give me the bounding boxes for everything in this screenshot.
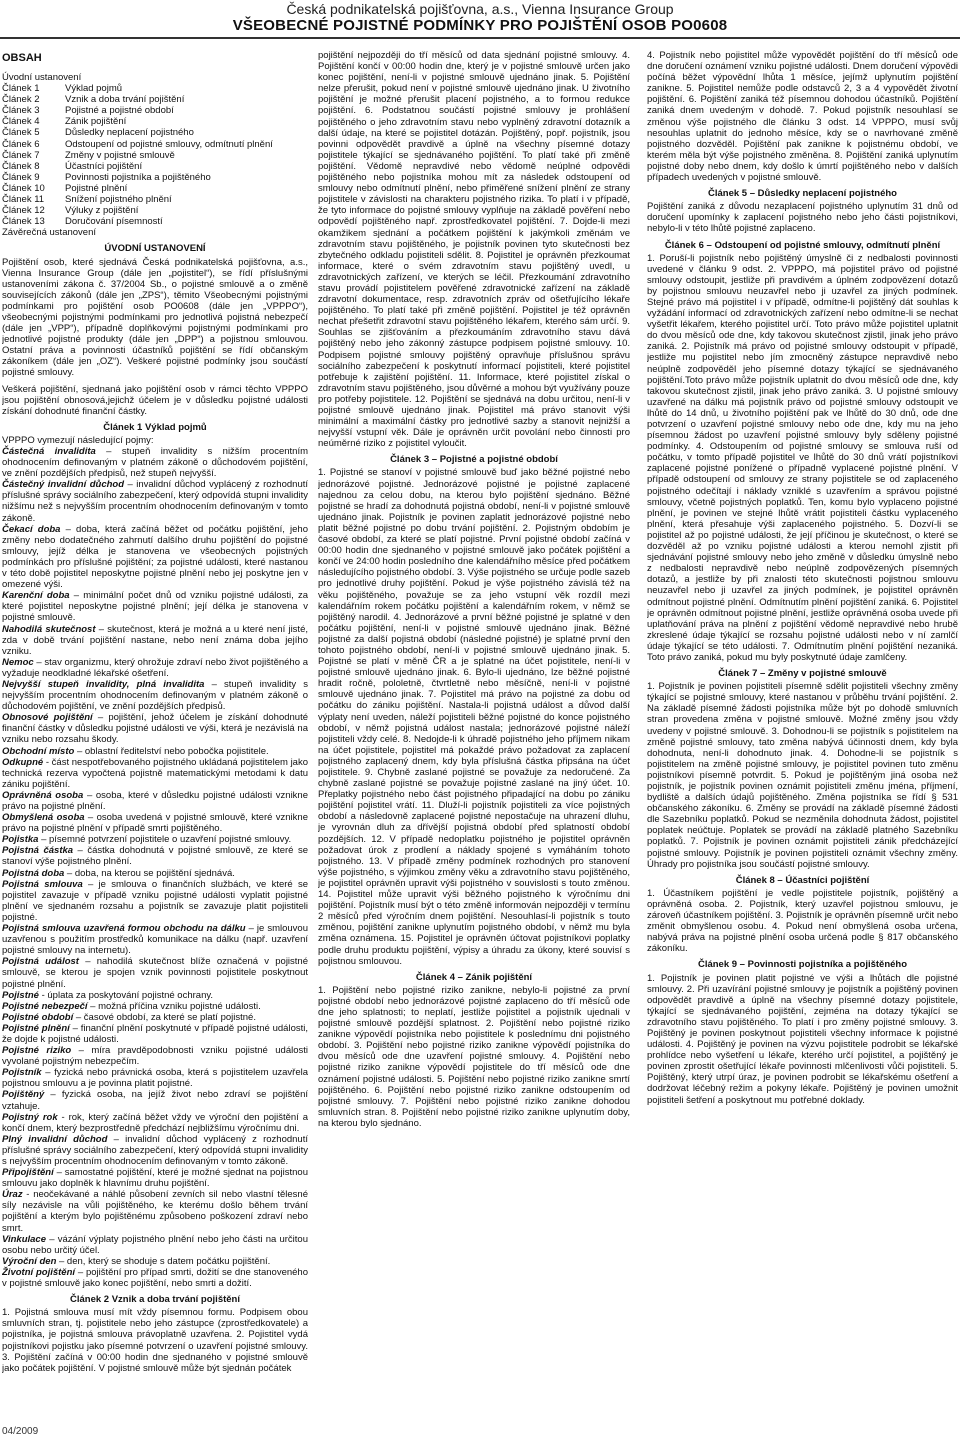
definition-item (2, 1167, 308, 1189)
toc-item (2, 116, 308, 127)
definition-item (2, 1089, 308, 1111)
toc-item (2, 83, 308, 94)
definition-term: Pojistná částka (2, 845, 74, 857)
toc-item (2, 105, 308, 116)
definition-item (2, 879, 308, 923)
definition-text: – stav organizmu, který ohrožuje zdraví nebo život pojištěného a vyžaduje neodkladné lékařské ošetření. (2, 656, 308, 679)
definition-term: Pojistné nebezpečí (2, 1000, 88, 1012)
toc-item (2, 139, 308, 150)
article-1-lead: VPPPO vymezují následující pojmy: (2, 434, 154, 446)
definition-item (2, 790, 308, 812)
toc-item-label: Změny v pojistné smlouvě (65, 149, 175, 161)
definition-term: Částečný invalidní důchod (2, 479, 125, 491)
definition-item (2, 923, 308, 956)
definition-item (2, 1023, 308, 1045)
article-4-text: 1. Pojištění nebo pojistné riziko zanikne, nebylo-li pojistné za první pojistné období nebo jednorázové pojistné zaplaceno do tří měsíců ode dne jeho splatnosti; to neplatí, jestliže pojistitel a pojistník ujednali v pojistné smlouvě pozdější splatnost. 2. Pojištění nebo pojistné riziko zanikne výpovědí pojistníka nebo pojistitele k poslednímu dni pojistného období. 3. Pojištění nebo pojistné riziko zanikne výpovědí pojistníka do dvou měsíců ode dne uzavření pojistné smlouvy. 4. Pojištění nebo pojistné riziko zanikne výpovědí pojistitele do tří měsíců ode dne oznámení pojistné události. 5. Pojištění nebo pojistné riziko zanikne smrtí pojištěného. 6. Pojištění nebo pojistné riziko zanikne odstoupením od pojistné smlouvy. 7. Pojištění nebo pojistné riziko zanikne dohodou smluvních stran. 8. Pojištění nebo pojistné riziko zanikne uplynutím doby, na kterou bylo sjednáno. (318, 984, 630, 1129)
company-name: Česká podnikatelská pojišťovna, a.s., Vienna Insurance Group (286, 1, 674, 17)
toc-item-number: Článek 6 (2, 138, 40, 150)
toc-item (2, 183, 308, 194)
header-rule (0, 37, 960, 39)
article-5-heading: Článek 5 – Důsledky neplacení pojistného (707, 188, 897, 200)
definition-term: Částečná invalidita (2, 446, 96, 457)
definition-text: – doba, která začíná běžet od počátku pojištění, jeho změny nebo dodatečného zahrnutí dalšího druhu pojištění do pojistné smlouvy, jejíž délka je stanovena ve všeobecných pojistných podmínkách pro příslušné pojištění; za pojistné události, které nastanou v této době pojistitel neposkytne pojistné plnění nebo jej poskytne jen v omezené výši. (2, 523, 308, 591)
toc-item-number: Článek 7 (2, 149, 40, 161)
definition-term: Připojištění (2, 1167, 54, 1179)
definition-term: Obnosové pojištění (2, 712, 93, 724)
definition-item (2, 679, 308, 712)
toc-item-number: Článek 2 (2, 94, 40, 106)
toc-item-number: Článek 12 (2, 205, 45, 217)
toc-item-label: Účastníci pojištění (65, 160, 143, 172)
definition-term: Obchodní místo (2, 745, 75, 757)
toc-item-number: Článek 4 (2, 116, 40, 128)
definition-text: – minimální počet dnů od vzniku pojistné události, za které pojistitel neposkytne pojistné plnění; její délka je stanovena v pojistné smlouvě. (2, 590, 308, 624)
article-1-heading: Článek 1 Výklad pojmů (103, 421, 207, 433)
definition-item (2, 990, 308, 1001)
toc-item (2, 150, 308, 161)
definition-term: Obmyšlená osoba (2, 812, 85, 824)
definition-term: Oprávněná osoba (2, 789, 84, 801)
toc-item-number: Článek 1 (2, 83, 40, 95)
definition-text: – stupeň invalidity s nižším procentním ohodnocením definovaným v platném zákoně o důchodovém pojištění, ve znění pozdějších předpisů, než stupeň nejvyšší. (2, 446, 308, 480)
column-3 (647, 50, 958, 1430)
definition-item (2, 834, 308, 845)
definition-text: – je smlouvou uzavřenou s použitím prostředků komunikace na dálku (např. uzavření pojistné smlouvy na internetu). (2, 923, 308, 957)
toc-item-number: Článek 11 (2, 194, 45, 206)
definition-term: Odkupné (2, 756, 44, 768)
article-3-heading: Článek 3 – Pojistné a pojistné období (390, 454, 558, 466)
document-title: VŠEOBECNÉ POJISTNÉ PODMÍNKY PRO POJIŠTĚNÍ OSOB PO0608 (232, 17, 728, 34)
definition-term: Nahodilá skutečnost (2, 623, 96, 635)
definition-item (2, 1234, 308, 1256)
toc-title: OBSAH (2, 52, 42, 64)
toc-item-label: Odstoupení od pojistné smlouvy, odmítnutí plnění (65, 138, 273, 150)
toc-item-label: Snížení pojistného plnění (65, 194, 172, 206)
definition-text: – doba, na kterou se pojištění sjednává. (64, 867, 235, 879)
toc-item-label: Výklad pojmů (65, 83, 123, 95)
article-2-heading: Článek 2 Vznik a doba trvání pojištění (70, 1294, 240, 1306)
definition-text: – částka dohodnutá v pojistné smlouvě, ze které se stanoví výše pojistného plnění. (2, 845, 308, 868)
toc-item-label: Zánik pojištění (65, 116, 127, 128)
article-5-text: Pojištění zaniká z důvodu nezaplacení pojistného uplynutím 31 dnů od doručení upomínky k zaplacení pojistného nebo jeho části pojistníkovi, nebylo-li v této lhůtě pojistné zaplaceno. (647, 201, 958, 235)
definition-item (2, 657, 308, 679)
definition-text: – je smlouva o finančních službách, ve které se pojistitel zavazuje v případě vzniku pojistné události vyplatit pojistné plnění ve sjednaném rozsahu a pojistník se zavazuje platit pojistiteli pojistné. (2, 878, 308, 923)
definition-item (2, 1134, 308, 1167)
definition-term: Pojistný rok (2, 1111, 58, 1123)
definition-term: Karenční doba (2, 590, 70, 602)
definition-term: Plný invalidní důchod (2, 1133, 108, 1145)
article-6-heading: Článek 6 – Odstoupení od pojistné smlouvy, odmítnutí plnění (664, 239, 941, 251)
toc-intro: Úvodní ustanovení (2, 72, 82, 83)
article-3-text: 1. Pojistné se stanoví v pojistné smlouvě buď jako běžné pojistné nebo jednorázové pojistné. Jednorázové pojistné je pojistné zaplacené najednou za celou dobu, na kterou bylo pojištění sjednáno. Běžné pojistné se hradí za dohodnutá pojistná období, není-li v pojistné smlouvě ujednáno jinak. Pojistník je povinen zaplatit jednorázové pojistné nebo platit běžné pojistné po dobu trvání pojištění. 2. Pojistným obdobím je časové období, za které se platí pojistné. První pojistné období začíná v 00:00 hodin dne sjednaného v pojistné smlouvě jako počátek pojištění a končí ve 24:00 hodin posledního dne kalendářního měsíce před počátkem následujícího pojistného období. 3. Výše pojistného se určuje podle sazeb pro jednotlivé druhy pojištění. Pokud je výše pojistného závislá též na věku pojištěného, považuje se za jeho vstupní věk rozdíl mezi kalendářním rokem počátku pojištění a kalendářním rokem, v němž se pojištěný narodil. 4. Jednorázové a první běžné pojistné je splatné v den počátku pojištění, není-li v pojistné smlouvě ujednáno jinak. Běžné pojistné za další pojistná období (následné pojistné) je splatné první den tohoto pojistného období, není-li v pojistné smlouvě ujednáno jinak. 5. Pojistné se platí v měně ČR a je splatné na účet pojistitele, není-li v pojistné smlouvě ujednáno jinak. 6. Bylo-li ujednáno, lze běžné pojistné hradit ročně, pololetně, čtvrtletně nebo měsíčně, není-li v pojistné smlouvě ujednáno jinak. 7. Pojistitel má právo na pojistné za dobu od počátku do zániku pojištění. Nastala-li pojistná událost a důvod další výplaty není uveden, náleží pojistiteli běžné pojistné do konce pojistného období, v němž pojistná událost nastala; jednorázové pojistné náleží pojistiteli vždy celé. 8. Nedojde-li k úhradě pojistného jeho příjmem nikam na účet pojistitele, pojistitel má pokaždé právo požadovat za zaplacení pojistného zaplacený dnem, kdy byla příslušná částka připsána na účet pojistitele. 9. Chybně zaslané pojistné se považuje za nedoručené. Za chybně zaslané pojistné se považuje pojistné zaslané na jiný účet. 10. Přeplatky pojistného nebo část pojistného připadající na dobu po zániku pojištění pojistitel vrátí. 11. Dluží-li pojistník pojistiteli za více pojistných období a následovně zaplacené pojistné nepostačuje na uhrazení dluhu, je vyrovnán dluh za dřívější pojistná období před splatností období pozdějších. 12. V případě nedoplatku pojistného je pojistitel oprávněn požadovat úrok z prodlení a náklady spojené s vymáháním tohoto pojistného. 13. V případě změny podmínek rozhodných pro stanovení výše pojistného, s výjimkou změny věku a zdravotního stavu pojištěného, je pojistitel oprávněn upravit výši pojistného v souvislosti s touto změnou. 14. Pojistitel může upravit výši běžného pojistného k výročnímu dni pojištění. Pojistník musí být o této změně informován nejpozději v termínu 2 měsíců před výročním dnem pojištění. Nesouhlasí-li pojistník s touto změnou, pojištění zanikne uplynutím pojistného období, v němž mu byla změna oznámena. 15. Pojistitel je oprávněn účtovat pojistníkovi poplatky podle druhu produktu pojištění, výpisy a úhradu za úkony, které souvisí s pojistnou smlouvou. (318, 467, 630, 967)
article-2-text: 1. Pojistná smlouva musí mít vždy písemnou formu. Podpisem obou smluvních stran, tj. pojistitele nebo jeho zástupce (zprostředkovatele) a pojistníka, je pojistná smlouva právoplatně uzavřena. 2. Pojistitel vydá pojistníkovi pojistku jako písemné potvrzení o uzavření pojistné smlouvy. 3. Pojištění začíná v 00:00 hodin dne sjednaného v pojistné smlouvě jako počátek pojištění. V pojistné smlouvě může být sjednán počátek (2, 1307, 308, 1374)
definition-text: – nahodilá skutečnost blíže označená v pojistné smlouvě, se kterou je spojen vznik povinnosti pojistitele poskytnout pojistné plnění. (2, 956, 308, 990)
article-8-heading: Článek 8 – Účastníci pojištění (735, 874, 870, 886)
toc-item (2, 172, 308, 183)
definition-text: – fyzická osoba, na jejíž život nebo zdraví se pojištění vztahuje. (2, 1089, 308, 1112)
toc-item-number: Článek 13 (2, 216, 45, 228)
definition-item (2, 624, 308, 657)
toc-item-number: Článek 9 (2, 171, 40, 183)
intro-paragraph-2: Veškerá pojištění, sjednaná jako pojištění osob v rámci těchto VPPPO jsou pojištění obnosová,jejichž účelem je v důsledku pojistné události získání dohodnuté finanční částky. (2, 383, 308, 417)
toc-item-number: Článek 8 (2, 160, 40, 172)
article-7-text: 1. Pojistník je povinen pojistiteli písemně sdělit pojistiteli všechny změny týkající se pojistné smlouvy, které nastanou v průběhu trvání pojištění. 2. Na základě písemné žádosti pojistníka může být po dohodě smluvních stran provedena změna v pojistné smlouvě. Možné změny jsou vždy uvedeny v pojistné smlouvě. 3. Dohodnou-li se pojistník s pojistitelem na změně pojistné smlouvy, tato změna nabývá účinnosti dnem, kdy byla dohodnuta, není-li dohodnuto jinak. 4. Dohodne-li se pojistník s pojistitelem na změně pojistné smlouvy, je pojistitel povinen tuto změnu pojistníkovi písemně potvrdit. 5. Pokud je pojištěným jiná osoba než pojistník, je pojistník povinen oznámit pojistiteli změnu jména, příjmení, bydliště a dalších údajů pojištěného. Změna pojistníka se řídí § 531 občanského zákoníku. 6. Změny se provádí na základě písemné žádosti dle Sazebníku poplatků. Pokud se nezměnila dohodnuta žádost, pojistitel poplatek neúčtuje. Poplatek se provádí na základě platného Sazebníku poplatků. 7. Pojistník je povinen oznámit pojistiteli zánik předcházející pojistné smlouvy. Pojistník je povinen pojistiteli oznámit všechny změny. Úhrady pro pojistníka jsou součástí pojistné smlouvy. (647, 681, 958, 870)
definition-text: – pojištění, jehož účelem je získání dohodnuté finanční částky v důsledku pojistné události ve výši, která je nezávislá na vzniku nebo rozsahu škody. (2, 712, 308, 746)
definition-term: Čekací doba (2, 523, 61, 535)
definition-term: Pojistné riziko (2, 1045, 72, 1057)
article-4-continued: 4. Pojistník nebo pojistitel může vypovědět pojištění do tří měsíců ode dne doručení oznámení vzniku pojistné události. Dnem doručení výpovědi počíná běžet výpovědní lhůta 1 měsíce, jejímž uplynutím pojištění zanikne. 5. Pojistitel nemůže podle odstavců 2, 3 a 4 vypovědět životní pojištění. 6. Pojištění zaniká též písemnou dohodou účastníků. Pojištění zaniká dnem uvedeným v dohodě. 7. Pokud pojistník nesouhlasí se změnou výše pojistného dle článku 3 odst. 14 VPPPO, musí svůj nesouhlas uplatnit do jednoho měsíce, kdy se o navrhované změně pojistného dozvěděl. Pojištění pak zanikne k pojistnému období, ve kterém měla být výše pojistného změněna. 8. Pojištění zaniká uplynutím pojistné doby nebo dnem, kdy došlo k úmrtí pojištěného nebo v dalších případech uvedených v pojistné smlouvě. (647, 50, 958, 184)
definition-text: – oblastní ředitelství nebo pobočka pojistitele. (74, 745, 269, 757)
definition-item (2, 1012, 308, 1023)
definition-text: – časové období, za které se platí pojistné. (73, 1011, 256, 1023)
definition-text: – stupeň invalidity s nejvyšším procentním ohodnocením definovaným v platném zákoně o důchodovém pojištění, ve znění pozdějších předpisů. (2, 678, 308, 713)
toc-item-label: Vznik a doba trvání pojištění (65, 94, 185, 106)
definition-text: – osoba, které v důsledku pojistné události vznikne právo na pojistné plnění. (2, 789, 308, 812)
definition-item (2, 1045, 308, 1067)
definition-term: Nemoc (2, 656, 34, 668)
definition-text: - neočekávané a náhlé působení zevních sil nebo vlastní tělesné síly nezávisle na vůli pojištěného, ke kterému došlo během trvání pojištění a kterým bylo pojištěnému způsobeno poškození zdraví nebo smrt. (2, 1189, 308, 1234)
article-9-heading: Článek 9 – Povinnosti pojistníka a pojištěného (697, 959, 908, 971)
definition-item (2, 1001, 308, 1012)
article-4-heading: Článek 4 – Zánik pojištění (415, 971, 533, 983)
article-7-heading: Článek 7 – Změny v pojistné smlouvě (718, 668, 887, 680)
definition-item (2, 845, 308, 867)
toc-item-number: Článek 3 (2, 105, 40, 117)
definition-item (2, 1267, 308, 1289)
definition-item (2, 524, 308, 591)
definition-item (2, 479, 308, 523)
toc-item (2, 194, 308, 205)
definition-text: – invalidní důchod vyplácený z rozhodnutí příslušné správy sociálního zabezpečení, který odpovídá stupni invalidity s nejvyšším procentním ohodnocením definovaným v tomto zákoně. (2, 1133, 308, 1167)
toc-item (2, 94, 308, 105)
toc-item (2, 161, 308, 172)
definition-item (2, 868, 308, 879)
toc-item-label: Pojistné a pojistné období (65, 105, 174, 117)
toc-closing: Závěrečná ustanovení (2, 227, 97, 239)
definition-text: – finanční plnění poskytnuté v případě pojistné události, že dojde k pojistné události. (2, 1022, 308, 1045)
definition-text: – fyzická nebo právnická osoba, která s pojistitelem uzavřela pojistnou smlouvu a je povinna platit pojistné. (2, 1067, 308, 1090)
definition-term: Úraz (2, 1189, 23, 1201)
definition-item (2, 746, 308, 757)
definition-text: – invalidní důchod vyplácený z rozhodnutí příslušné správy sociálního zabezpečení, který odpovídá stupni invalidity nižšímu než s nejvyšším procentním ohodnocením definovaným v tomto zákoně. (2, 479, 308, 524)
footer-date: 04/2009 (2, 1426, 39, 1437)
definition-item (2, 757, 308, 790)
definition-text: – možná příčina vzniku pojistné události. (87, 1000, 261, 1012)
definition-term: Pojistná událost (2, 956, 79, 968)
column-2 (318, 50, 630, 1430)
definition-term: Pojistná smlouva (2, 878, 83, 890)
definition-term: Pojistná smlouva uzavřená formou obchodu na dálku (2, 923, 246, 935)
definition-text: – míra pravděpodobnosti vzniku pojistné události vyvolané pojistným nebezpečím. (2, 1045, 308, 1068)
definition-term: Pojištěný (2, 1089, 45, 1101)
toc-item-label: Doručování písemností (65, 216, 163, 228)
definition-text: – vázání výplaty pojistného plnění nebo jeho části na určitou osobu nebo určitý účel. (2, 1233, 308, 1256)
toc-item-label: Pojistné plnění (65, 182, 128, 194)
definition-item (2, 956, 308, 989)
definition-text: – samostatné pojištění, které je možné sjednat na pojistnou smlouvu jako doplněk k hlavnímu druhu pojištění. (2, 1167, 308, 1190)
definition-term: Pojistka (2, 834, 39, 846)
toc-item-number: Článek 5 (2, 127, 40, 139)
definition-item (2, 1256, 308, 1267)
definition-text: – skutečnost, která je možná a u které není jisté, zda v době trvání pojištění nastane, nebo není známa doba jejího vzniku. (2, 623, 308, 657)
article-9-text: 1. Pojistník je povinen platit pojistné ve výši a lhůtách dle pojistné smlouvy. 2. Při uzavírání pojistné smlouvy je pojistník a pojištěný povinen odpovědět pravdivě a úplně na všechny písemné dotazy pojistitele, týkající se sjednávaného pojištění, zejména na dotazy týkající se zdravotního stavu pojištěného. To platí i pro změny pojistné smlouvy. 3. Pojištěný je povinen poskytnout pojistiteli všechny informace k pojistné události. 4. Pojištěný je povinen na výzvu pojistitele podrobit se lékařské prohlídce nebo vyšetření u lékaře, kterého určí pojistitel, a pojištěný je povinen zprostit ošetřující lékaře povinnosti mlčenlivosti vůči pojistiteli. 5. Pojištěný, který utrpí úraz, je povinen podrobit se lékařskému ošetření a dodržovat léčebný režim a pokyny lékaře. Pojištěný je povinen umožnit pojistiteli šetření a poskytnout mu potřebné doklady. (647, 972, 958, 1106)
article-2-continued: pojištění nejpozději do tří měsíců od data sjednání pojistné smlouvy. 4. Pojištění končí v 00:00 hodin dne, který je v pojistné smlouvě určen jako konec pojištění, není-li v pojistné smlouvě ujednáno jinak. 5. Pojištění nelze přerušit, pokud není v pojistné smlouvě ujednáno jinak. U životního pojištění je možné přerušit placení pojistného, a to formou redukce pojištění. 6. Podstatnou součástí pojistné smlouvy je prohlášení pojištěného o jeho zdravotním stavu nebo vyplněný zdravotní dotazník a další údaje, na které se pojistitel dotázán. Pojištěný, popř. pojistník, jsou povinni odpovědět pravdivě a úplně na všechny písemné dotazy pojistitele týkající se sjednávaného pojištění. To platí také při změně pojištění. Vědomě nepravdivé nebo vědomě neúplné odpovědi pojištěného nebo pojistníka mohou mít za následek odstoupení od smlouvy nebo odmítnutí plnění, nebo přiměřené snížení plnění ze strany pojistitele v závislosti na charakteru pojistného rizika. To platí i v případě, že tyto informace do pojistné smlouvy vyplňuje na základě pověření nebo odpovědí pojištěného např. zprostředkovatel pojištění. 7. Dojde-li mezi okamžikem sjednání a počátkem pojištění k jakýmkoli změnám ve zdravotním stavu pojištěného, je pojistník povinen tyto skutečnosti bez zbytečného odkladu pojistiteli sdělit. 8. Pojistitel je oprávněn přezkoumat informace, které o svém zdravotním stavu pojištěný uvedl, u zdravotnických zařízení, ve kterých se léčil. Přezkoumání zdravotního stavu provádí pojistitelem pověřené zdravotnické zařízení na základě zdravotní dokumentace, resp. zdravotních zpráv od ošetřujícího lékaře pojištěného. To platí také při změně pojištění. Pojistitel je též oprávněn nechat přešetřit zdravotní stavu pojištěného lékařem, kterého sám určí. 9. Souhlas se zjišťováním a přezkoumáním zdravotního stavu dává pojištěný nebo jeho zákonný zástupce podpisem pojistné smlouvy. 10. Podpisem pojistné smlouvy pojištěný opravňuje příslušnou správu sociálního zabezpečení k poskytnutí informací pojistiteli, které pojistitel potřebuje k zajištění pojištění. 11. Informace, které pojistitel získal o zdravotním stavu pojištěného, jsou důvěrné a mohou být využívány pouze pro potřeby pojistitele. 12. Pojištění se sjednává na dobu určitou, není-li v pojistné smlouvě ujednáno jinak. Pojistitel má právo stanovit výši minimální a maximální částky pro jednotlivé sazby a stanovit nejnižší a nejvyšší vstupní věk. Dále je oprávněn určit povolání nebo činnosti pro neúměrné riziko z pojistitel vyloučit. (318, 50, 630, 450)
toc-item (2, 205, 308, 216)
definition-text: - rok, který začíná běžet vždy ve výroční den pojištění a končí dnem, který bezprostředně předchází nejbližšímu výročnímu dni. (2, 1111, 308, 1134)
toc-item-label: Povinnosti pojistníka a pojištěného (65, 171, 211, 183)
definition-text: – pojištění pro případ smrti, dožití se dne stanoveného v pojistné smlouvě jako konec pojištění, nebo smrti a dožití. (2, 1266, 308, 1290)
definition-item (2, 812, 308, 834)
definition-text: - úplata za poskytování pojistné ochrany. (38, 989, 214, 1001)
toc-item-number: Článek 10 (2, 182, 45, 194)
definition-term: Vinkulace (2, 1233, 47, 1245)
definition-item (2, 712, 308, 745)
definition-term: Pojistné (2, 989, 39, 1001)
definition-text: – den, který se shoduje s datem počátku pojištění. (56, 1255, 271, 1267)
definition-text: – osoba uvedená v pojistné smlouvě, které vznikne právo na pojistné plnění v případě smrti pojištěného. (2, 812, 308, 835)
definition-item (2, 1189, 308, 1233)
table-of-contents (2, 83, 308, 227)
definition-term: Životní pojištění (2, 1266, 76, 1278)
document-header (0, 0, 960, 35)
article-6-text: 1. Poruší-li pojistník nebo pojištěný úmyslně či z nedbalosti povinnosti uvedené v článku 9 odst. 2. VPPPO, má pojistitel právo od pojistné smlouvy odstoupit, jestliže při pravdivém a úplném zodpovězení dotazů by pojistnou smlouvu neuzavřel nebo ji uzavřel za jiných podmínek. Stejné právo má pojistitel i v případě, odmítne-li pojištěný dát souhlas k vyžádání informací od zdravotnických zařízení nebo odmítne-li se nechat vyšetřit lékařem, kterého pojistitel určí. Toto právo může pojistitel uplatnit do dvou měsíců ode dne, kdy takovou skutečnost zjistil, jinak jeho právo zaniká. 2. Pojistník má právo od pojistné smlouvy odstoupit v případě, jestliže mu pojistitel nebo jím zmocněný zástupce nepravdivě nebo neúplně zodpověděl jeho písemné dotazy týkající se sjednávaného pojištění.Toto právo může pojistník uplatnit do dvou měsíců ode dne, kdy takovou skutečnost zjistil, jinak jeho právo zaniká. 3. U pojistné smlouvy uzavřené na dálku má pojistník právo od pojistné smlouvy odstoupit ve lhůtě do 14 dnů, u životního pojištění pak ve lhůtě do 30 dnů, ode dne potvrzení o uzavření pojistné smlouvy nebo ode dne, kdy mu na jeho písemnou žádost po uzavření pojistné smlouvy byly sděleny pojistné podmínky. 4. Odstoupením od pojistné smlouvy se smlouva ruší od počátku, v tomto případě pojistitel ve lhůtě do 30 dnů vrátí pojistníkovi zaplacené pojistné ponížené o případně vyplacené pojistné plnění. V případě odstoupení od smlouvy ze strany pojistitele se od zaplaceného pojistného odečítají i náklady vzniklé s uzavřením a správou pojistné smlouvy, včetně pojistných poplatků. Ten, komu bylo vyplaceno pojistné plnění, je povinen ve stejné lhůtě vrátit pojistiteli částku vyplaceného plnění, která přesahuje výši zaplaceného pojistného. 5. Dozví-li se pojistitel až po pojistné události, že její příčinou je skutečnost, o které se dozvěděl až po vzniku pojistné události a kterou nemohl zjistit při sjednávání pojistné smlouvy nebo jeho změně v důsledku úmyslně nebo z nedbalosti nepravdivě nebo neúplně zodpovězených písemných dotazů, a jestliže by při znalosti této skutečnosti pojistnou smlouvu neuzavřel nebo ji uzavřel za jiných podmínek, je pojistitel oprávněn odmítnout pojistné plnění. Odmítnutím plnění pojištění zaniká. 6. Pojistitel je oprávněn odmítnout pojistné plnění, jestliže oprávněná osoba uvede při uplatňování práva na plnění z pojištění vědomě nepravdivé nebo hrubě zkreslené údaje týkající se rozsahu pojistné události nebo v ní zamlčí údaje týkající se této události. 7. Odmítnutím plnění pojištění nezaniká. Toto právo zaniká, pokud mu byly poskytnuté údaje zamlčeny. (647, 252, 958, 663)
definition-item (2, 1067, 308, 1089)
article-8-text: 1. Účastníkem pojištění je vedle pojistitele pojistník, pojištěný a oprávněná osoba. 2. Pojistník, který uzavřel pojistnou smlouvu, je zároveň účastníkem pojištění. 3. Pojistník je oprávněn písemně určit nebo změnit obmyšlenou osobu. 4. Pokud není obmyšlená osoba určena, nabývá práva na pojistné plnění osoba určená podle § 817 občanského zákoníku. (647, 887, 958, 955)
definition-item (2, 446, 308, 479)
definitions-list (2, 446, 308, 1289)
definition-term: Pojistné plnění (2, 1022, 70, 1034)
definition-item (2, 590, 308, 623)
definition-item (2, 1112, 308, 1134)
definition-term: Pojistník (2, 1067, 42, 1079)
definition-text: - část nespotřebovaného pojistného ukládaná pojistitelem jako technická rezerva vypočtená pojistně matematickými metodami k datu zániku pojištění. (2, 756, 308, 790)
definition-term: Výroční den (2, 1255, 57, 1267)
toc-item (2, 127, 308, 138)
column-1 (2, 52, 308, 1432)
definition-term: Nejvyšší stupeň invalidity, plná invalidita (2, 678, 205, 690)
intro-heading: ÚVODNÍ USTANOVENÍ (104, 243, 206, 255)
toc-item (2, 216, 308, 227)
definition-term: Pojistné období (2, 1011, 74, 1023)
toc-item-label: Výluky z pojištění (65, 205, 139, 217)
definition-term: Pojistná doba (2, 867, 65, 879)
definition-text: – písemné potvrzení pojistitele o uzavření pojistné smlouvy. (38, 834, 292, 846)
intro-paragraph-1: Pojištění osob, které sjednává Česká podnikatelská pojišťovna, a.s., Vienna Insurance Group (dále jen „pojistitel“), se řídí příslušnými ustanoveními zákona č. 37/2004 Sb., o pojistné smlouvě a o změně souvisejících zákonů (dále jen „ZPS“), těmito Všeobecnými pojistnými podmínkami pro pojištění osob PO0608 (dále jen „VPPPO“), všeobecnými pojistnými podmínkami pro jednotlivá pojistná nebezpečí (dále jen „VPP“), případně doplňkovými pojistnými podmínkami pro jednotlivé pojistné produkty (dále jen „DPP“) a pojistnou smlouvou. Ostatní práva a povinnosti účastníků pojištění se řídí občanským zákoníkem (dále jen „OZ“). Veškeré pojistné podmínky jsou součástí pojistné smlouvy. (2, 256, 308, 379)
toc-item-label: Důsledky neplacení pojistného (65, 127, 194, 139)
